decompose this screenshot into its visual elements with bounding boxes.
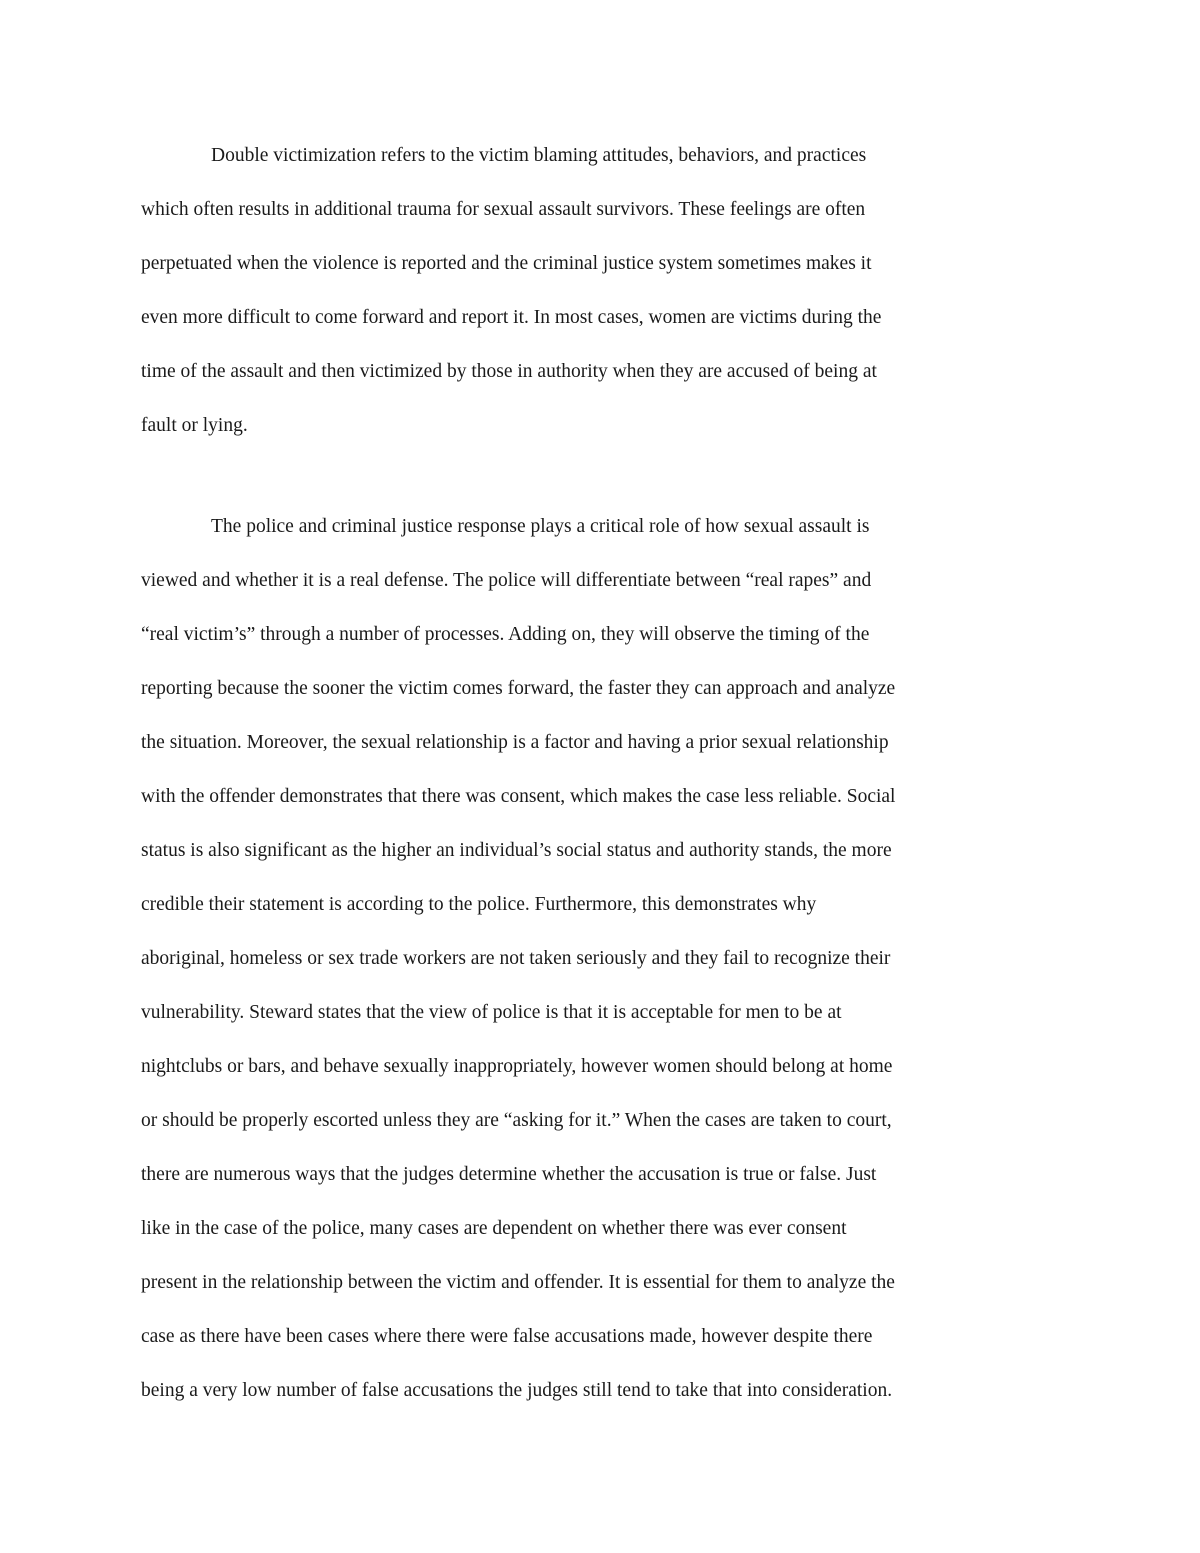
paragraph-line: even more difficult to come forward and report it. In most cases, women are victims during the bbox=[141, 307, 882, 328]
paragraph-line: case as there have been cases where there were false accusations made, however despite there bbox=[141, 1326, 873, 1347]
paragraph-line: “real victim’s” through a number of processes. Adding on, they will observe the timing of the bbox=[141, 624, 870, 645]
paragraph-line: which often results in additional trauma for sexual assault survivors. These feelings are often bbox=[141, 199, 866, 220]
paragraph-line: credible their statement is according to the police. Furthermore, this demonstrates why bbox=[141, 894, 817, 915]
paragraph-line: The police and criminal justice response plays a critical role of how sexual assault is bbox=[211, 516, 870, 537]
paragraph-line: or should be properly escorted unless they are “asking for it.” When the cases are taken to court, bbox=[141, 1110, 892, 1131]
paragraph-line: fault or lying. bbox=[141, 415, 248, 436]
paragraph-line: present in the relationship between the victim and offender. It is essential for them to analyze the bbox=[141, 1272, 895, 1293]
paragraph-line: Double victimization refers to the victim blaming attitudes, behaviors, and practices bbox=[211, 145, 867, 166]
paragraph-line: status is also significant as the higher an individual’s social status and authority stands, the more bbox=[141, 840, 892, 861]
paragraph-line: there are numerous ways that the judges determine whether the accusation is true or false. Just bbox=[141, 1164, 877, 1185]
paragraph-line: viewed and whether it is a real defense. The police will differentiate between “real rapes” and bbox=[141, 570, 872, 591]
paragraph-line: vulnerability. Steward states that the view of police is that it is acceptable for men to be at bbox=[141, 1002, 842, 1023]
paragraph-line: aboriginal, homeless or sex trade workers are not taken seriously and they fail to recognize their bbox=[141, 948, 891, 969]
paragraph-line: nightclubs or bars, and behave sexually inappropriately, however women should belong at home bbox=[141, 1056, 893, 1077]
paragraph-line: time of the assault and then victimized by those in authority when they are accused of being at bbox=[141, 361, 877, 382]
paragraph-line: perpetuated when the violence is reported and the criminal justice system sometimes makes it bbox=[141, 253, 872, 274]
paragraph-line: being a very low number of false accusations the judges still tend to take that into consideration. bbox=[141, 1380, 893, 1401]
paragraph-line: with the offender demonstrates that there was consent, which makes the case less reliable. Social bbox=[141, 786, 896, 807]
paragraph-line: like in the case of the police, many cases are dependent on whether there was ever consent bbox=[141, 1218, 847, 1239]
paragraph-line: reporting because the sooner the victim comes forward, the faster they can approach and analyze bbox=[141, 678, 896, 699]
paragraph-line: the situation. Moreover, the sexual relationship is a factor and having a prior sexual relationship bbox=[141, 732, 889, 753]
